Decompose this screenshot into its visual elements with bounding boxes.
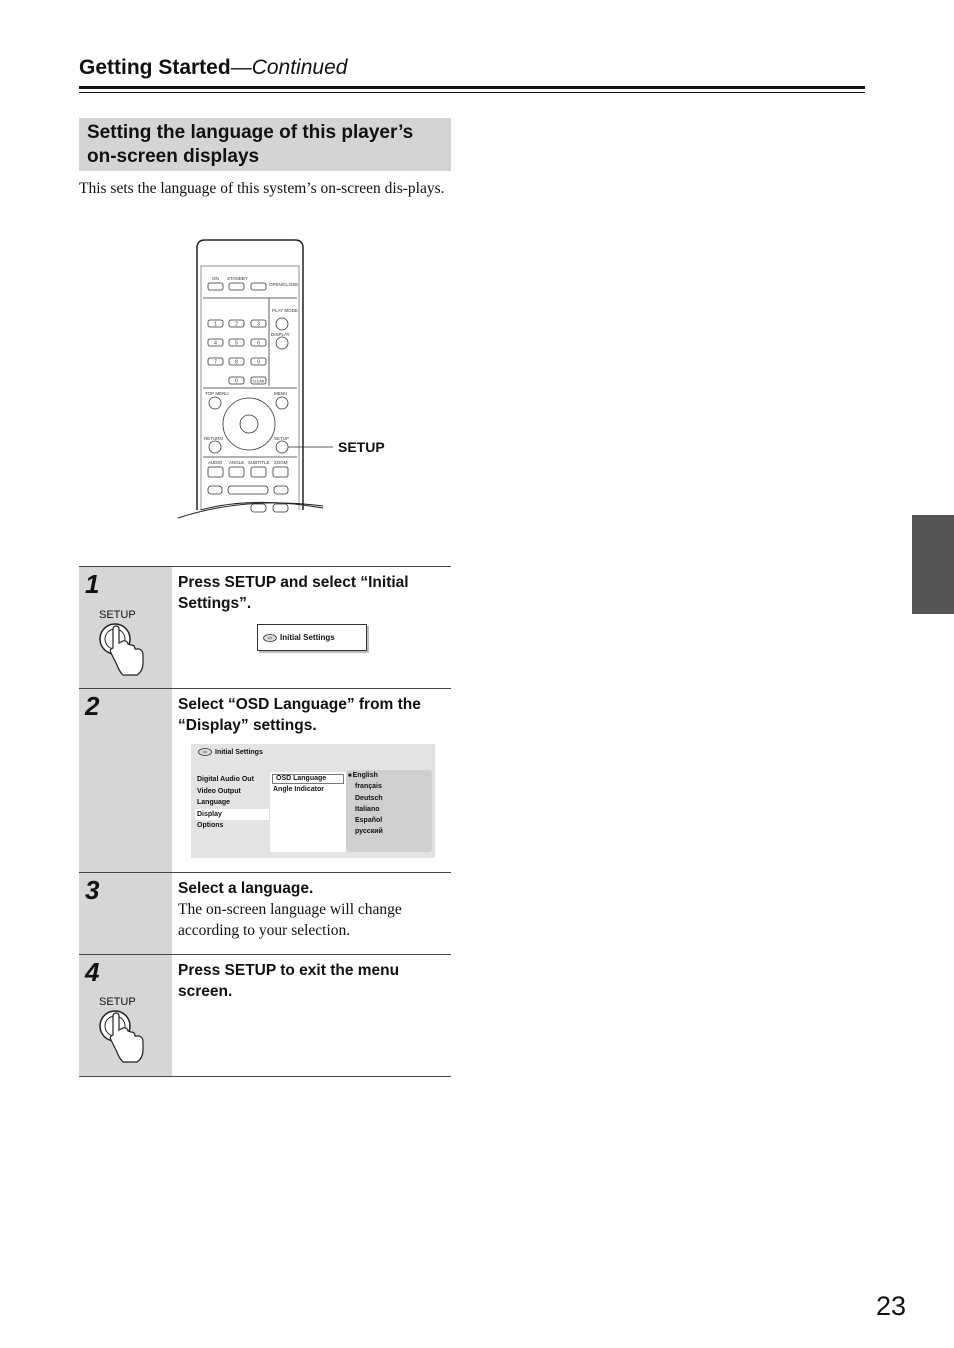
step-number-cell (79, 955, 172, 1076)
hand-pressing-button-icon (97, 621, 155, 677)
remote-enter-button (240, 415, 258, 433)
remote-on-button (208, 283, 223, 290)
step-row (79, 954, 451, 1077)
remote-clear-label: CLEAR (252, 379, 265, 384)
step-description: The on-screen language will change according to your selection. (178, 901, 402, 939)
osd-language-list (346, 770, 432, 852)
remote-digit-label: 7 (214, 359, 217, 366)
setup-button-label: SETUP (99, 609, 136, 621)
remote-top-menu-button (209, 397, 221, 409)
remote-label-play-mode: PLAY MODE (272, 308, 298, 313)
section-heading: Setting the language of this player’s on-screen displays (87, 122, 414, 167)
osd-language-option: Deutsch (355, 794, 383, 802)
remote-open-close-button (251, 283, 266, 290)
remote-digit-label: 5 (235, 340, 238, 347)
remote-return-button (209, 441, 221, 453)
step-body (172, 689, 451, 872)
remote-label-subtitle: SUBTITLE (248, 460, 270, 465)
steps-table (79, 566, 451, 1077)
disc-icon (198, 748, 212, 756)
osd-initial-settings-box (257, 624, 367, 651)
header-title-text: Getting Started (79, 56, 231, 79)
step-number-cell (79, 873, 172, 954)
osd-header-title: Initial Settings (215, 748, 263, 756)
step-number-cell (79, 567, 172, 688)
remote-next-button (273, 504, 288, 512)
step-number: 4 (85, 957, 100, 987)
remote-label-standby: STANDBY (227, 276, 248, 281)
setup-callout-label: SETUP (338, 439, 385, 455)
remote-digit-label: 2 (235, 321, 238, 328)
remote-label-angle: ANGLE (229, 460, 245, 465)
osd-label: Initial Settings (280, 633, 335, 642)
step-number: 1 (85, 569, 100, 599)
remote-digit-label: 0 (235, 378, 238, 385)
remote-digit-label: 3 (257, 321, 260, 328)
remote-label-open-close: OPEN/CLOSE (269, 282, 299, 287)
header-rule-thin (79, 92, 865, 93)
remote-angle-button (229, 467, 244, 477)
step-row (79, 688, 451, 872)
osd-language-selected: ■ English (346, 770, 432, 781)
osd-menu-item: Options (197, 822, 224, 829)
step-body (172, 567, 451, 688)
remote-display-button (276, 337, 288, 349)
remote-digit-label: 1 (214, 321, 217, 328)
remote-label-display: DISPLAY (271, 332, 290, 337)
remote-control-illustration (175, 238, 335, 523)
page-number: 23 (876, 1291, 907, 1321)
header-continued: —Continued (230, 56, 348, 79)
setup-button-label: SETUP (99, 996, 136, 1008)
remote-audio-button (208, 467, 223, 477)
osd-submenu-item: Angle Indicator (273, 786, 324, 793)
remote-label-setup: SETUP (274, 436, 290, 441)
hand-pressing-button-icon (97, 1008, 155, 1064)
osd-language-option: русский (355, 828, 383, 836)
remote-zoom-button (273, 467, 288, 477)
remote-standby-button (229, 283, 244, 290)
step-number-cell (79, 689, 172, 872)
step-title: Press SETUP and select “Initial Settings”. (178, 574, 409, 612)
osd-submenu (270, 772, 346, 852)
osd-menu-item-selected: Display (195, 809, 269, 821)
osd-language-option: Italiano (355, 805, 380, 813)
remote-label-audio: AUDIO (208, 460, 223, 465)
osd-menu-item: Video Output (197, 787, 241, 795)
remote-pause-button (274, 486, 288, 494)
osd-header (198, 748, 263, 756)
remote-digit-label: 8 (235, 359, 238, 366)
remote-digit-label: 4 (214, 340, 217, 347)
step-title: Press SETUP to exit the menu screen. (178, 962, 400, 1000)
remote-stop-button (208, 486, 222, 494)
remote-digit-label: 6 (257, 340, 260, 347)
page-header-title (79, 56, 347, 80)
step-body (172, 873, 451, 954)
step-row (79, 872, 451, 954)
osd-settings-screen (191, 744, 435, 858)
step-title: Select a language. (178, 880, 314, 897)
remote-prev-button (251, 504, 266, 512)
header-rule (79, 86, 865, 89)
osd-language-option: Español (355, 817, 383, 825)
disc-icon (263, 634, 277, 642)
remote-label-menu: MENU (274, 391, 288, 396)
osd-submenu-item-selected: OSD Language (272, 774, 344, 784)
remote-play-button (228, 486, 268, 494)
step-body (172, 955, 451, 1076)
osd-main-menu (195, 774, 269, 832)
remote-label-zoom: ZOOM (274, 460, 288, 465)
step-title: Select “OSD Language” from the “Display” settings. (178, 696, 421, 734)
remote-play-mode-button (276, 318, 288, 330)
remote-setup-button (276, 441, 288, 453)
osd-language-option: français (355, 783, 382, 791)
step-number: 3 (85, 875, 100, 905)
remote-menu-button (276, 397, 288, 409)
step-number: 2 (85, 691, 100, 721)
chapter-tab (912, 515, 954, 614)
remote-label-return: RETURN (204, 436, 223, 441)
remote-label-on: ON (212, 276, 219, 281)
osd-menu-item: Language (197, 799, 231, 806)
step-row (79, 566, 451, 688)
osd-menu-item: Digital Audio Out (197, 776, 254, 783)
remote-label-top-menu: TOP MENU (205, 391, 229, 396)
remote-subtitle-button (251, 467, 266, 477)
intro-paragraph: This sets the language of this system’s on-screen dis-plays. (79, 180, 445, 197)
remote-digit-label: 9 (257, 359, 260, 366)
